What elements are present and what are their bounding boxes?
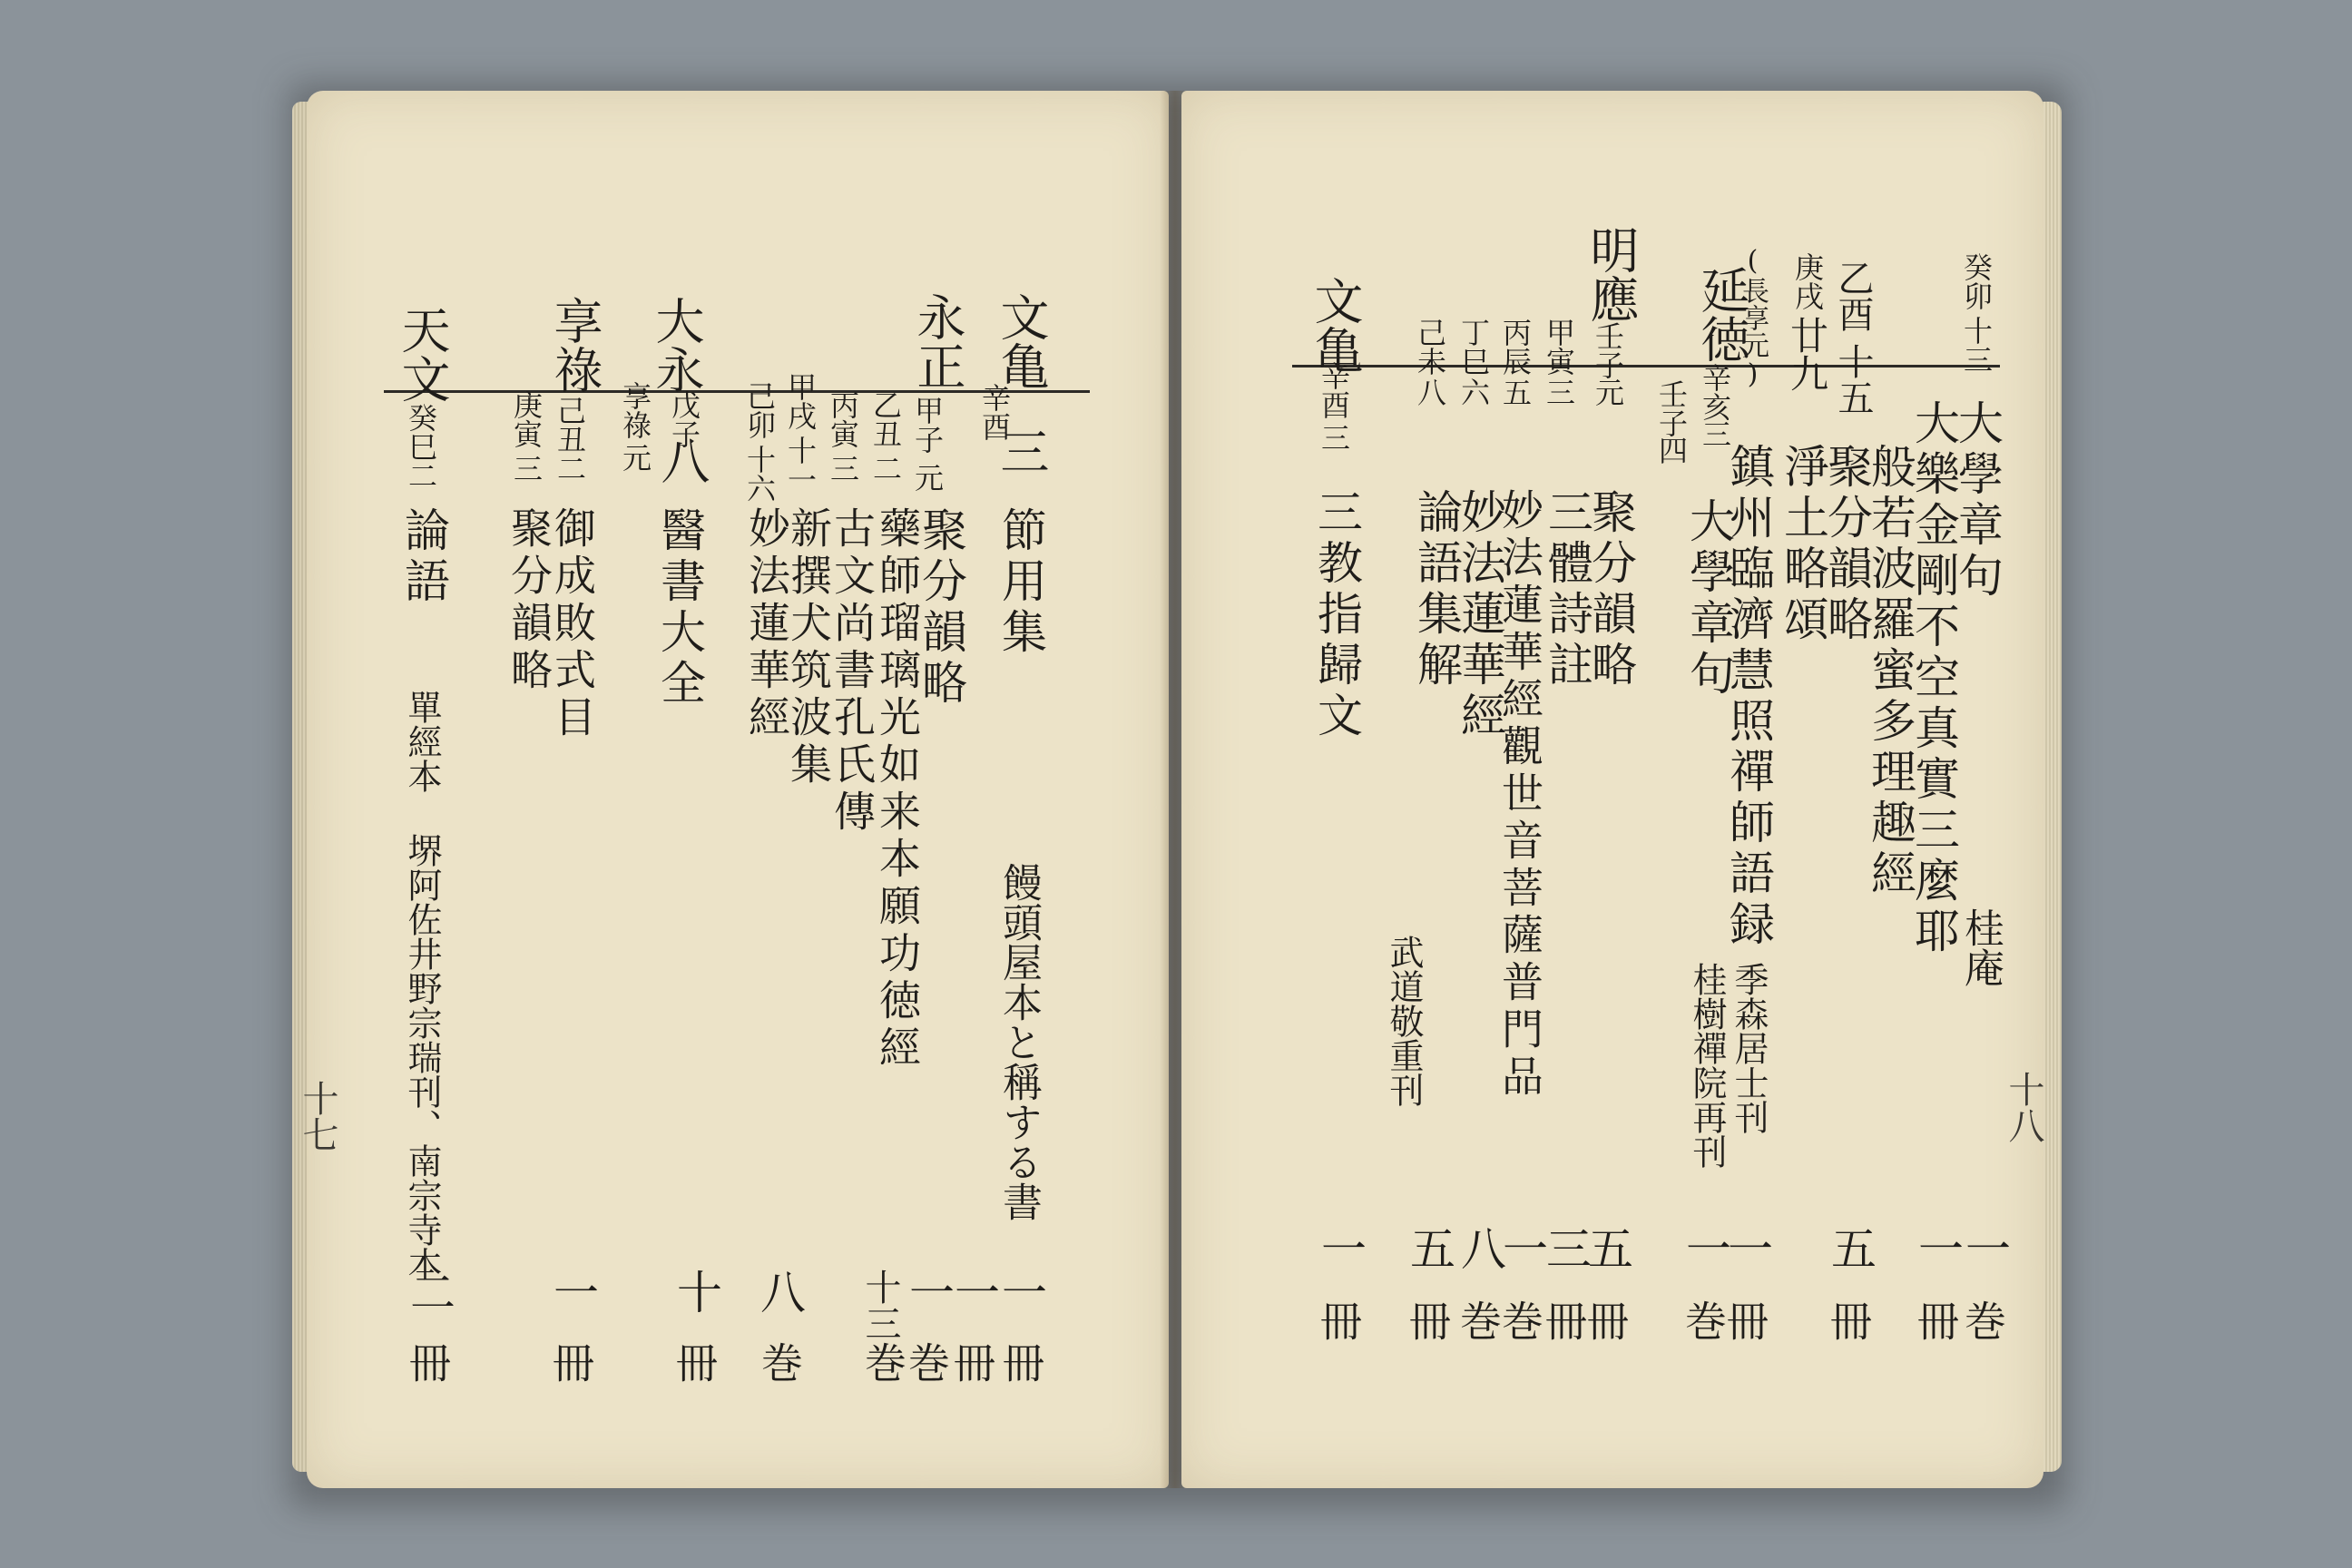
era-date: 壬子 — [1591, 321, 1625, 379]
volume-unit: 巻 — [858, 1341, 907, 1383]
era-year: 六 — [1456, 377, 1491, 407]
era-year: 五 — [1498, 377, 1533, 407]
volume-unit: 冊 — [1581, 1299, 1630, 1341]
era-name: 明應 — [1583, 225, 1640, 323]
volume-count: 十 — [670, 1269, 722, 1314]
era-date: 丙寅 — [826, 390, 860, 448]
volume-count: 一 — [1720, 1225, 1773, 1270]
volume-count: 五 — [1403, 1225, 1455, 1270]
book-title: 大學章句 — [1951, 399, 2004, 603]
era-year: 三 — [993, 426, 1050, 475]
era-date: 甲寅 — [1542, 318, 1576, 376]
era-year: 廿九 — [1785, 316, 1829, 392]
volume-count: 二 — [403, 1269, 456, 1314]
page-number: 十七 — [297, 1080, 338, 1152]
book-title: 論語 — [397, 506, 450, 608]
era-date: 乙丑 — [868, 390, 903, 448]
volume-count: 一 — [1679, 1225, 1731, 1270]
era-date: 乙酉 — [1832, 260, 1874, 332]
era-date: 己未 — [1413, 318, 1447, 376]
book-title: 新撰犬筑波集 — [784, 506, 833, 789]
era-name: 享祿 — [546, 296, 603, 394]
volume-unit: 巻 — [1679, 1299, 1728, 1341]
volume-unit: 巻 — [1958, 1299, 2007, 1341]
volume-unit: 冊 — [1314, 1299, 1363, 1341]
book-title: 般若波羅蜜多理趣經 — [1864, 443, 1916, 900]
era-date: 辛亥 — [1698, 363, 1732, 421]
era-year: 十六 — [742, 445, 777, 503]
book-title: 節用集 — [995, 506, 1047, 659]
book-title: 妙法蓮華經觀世音菩薩普門品 — [1495, 488, 1544, 1102]
era-date: 己卯 — [742, 381, 777, 439]
volume-count: 一 — [1314, 1225, 1367, 1270]
volume-count: 十三 — [859, 1269, 901, 1341]
volume-unit: 巻 — [1454, 1299, 1503, 1341]
era-date: 辛酉 — [977, 383, 1012, 441]
volume-unit: 巻 — [1495, 1299, 1544, 1341]
publisher-note: 季森居士刊 — [1729, 962, 1769, 1134]
era-year: 八 — [1413, 377, 1447, 407]
book-title: 三教指歸文 — [1310, 488, 1363, 742]
volume-unit: 冊 — [947, 1341, 996, 1383]
book-title: 聚分韻略 — [1584, 488, 1637, 691]
volume-count: 三 — [1539, 1225, 1592, 1270]
era-date: 癸卯 — [1959, 252, 1994, 310]
volume-count: 五 — [1581, 1225, 1633, 1270]
book-title: 大樂金剛不空真實三麼耶 — [1907, 399, 1960, 958]
era-date: 己丑 — [553, 396, 587, 454]
era-year: 十五 — [1832, 343, 1874, 416]
era-name: 文亀 — [1307, 276, 1364, 374]
volume-count: 一 — [1958, 1225, 2011, 1270]
era-date: 壬子 — [1654, 379, 1689, 437]
publisher-note: 單經本 堺阿佐井野宗瑞刊、南宗寺本 — [402, 690, 442, 1281]
era-year: 三 — [509, 454, 544, 483]
volume-count: 一 — [995, 1269, 1047, 1314]
publisher-note: 桂庵 — [1957, 907, 2004, 987]
era-year: 十一 — [783, 436, 818, 494]
era-year: 十三 — [1959, 316, 1994, 374]
book-title: 妙法蓮華經 — [1454, 488, 1506, 742]
publisher-note: 武道敬重刊 — [1384, 935, 1424, 1107]
volume-unit: 冊 — [1911, 1299, 1960, 1341]
volume-count: 一 — [1911, 1225, 1964, 1270]
era-name: 天文 — [394, 305, 451, 403]
volume-unit: 冊 — [996, 1341, 1045, 1383]
era-date: 享祿 — [618, 381, 652, 439]
era-date: 戊子 — [667, 390, 701, 448]
era-name: 文亀 — [993, 292, 1050, 390]
right-page — [1181, 91, 2043, 1488]
era-date: 甲子 — [910, 396, 945, 454]
era-year: 元 — [910, 463, 945, 492]
volume-unit: 冊 — [546, 1341, 595, 1383]
book-title: 論語集解 — [1410, 488, 1463, 691]
book-title: 聚分韻略 — [1820, 443, 1873, 646]
book-title: 藥師瑠璃光如来本願功徳經 — [873, 506, 922, 1073]
volume-unit: 冊 — [1720, 1299, 1769, 1341]
volume-count: 五 — [1824, 1225, 1877, 1270]
era-year: 四 — [1654, 436, 1689, 465]
era-date: 甲戌 — [783, 372, 818, 430]
publisher-note: 桂樹禪院再刊 — [1687, 962, 1727, 1169]
volume-count: 八 — [753, 1269, 806, 1314]
publisher-note: 饅頭屋本と稱する書 — [995, 862, 1042, 1221]
era-date: 庚寅 — [509, 390, 544, 448]
era-name: 永正 — [909, 292, 966, 390]
left-page — [297, 91, 1169, 1488]
era-year: 八 — [653, 436, 710, 485]
era-name: 延徳 — [1693, 265, 1750, 363]
book-title: 御成敗式目 — [548, 506, 597, 742]
volume-count: 一 — [902, 1269, 955, 1314]
volume-unit: 冊 — [403, 1341, 452, 1383]
era-date: 丙辰 — [1498, 318, 1533, 376]
era-date: 癸巳 — [404, 403, 438, 461]
header-rule — [1292, 365, 2000, 368]
era-note: (長享元) — [1737, 245, 1769, 390]
volume-unit: 巻 — [902, 1341, 951, 1383]
era-year: 二 — [868, 454, 903, 483]
book-title: 淨土略頌 — [1777, 443, 1829, 646]
volume-unit: 冊 — [1824, 1299, 1873, 1341]
era-year: 三 — [826, 454, 860, 483]
book-title: 聚分韻略 — [505, 506, 554, 695]
book-title: 古文尚書孔氏傳 — [828, 506, 877, 837]
era-year: 三 — [1317, 423, 1351, 452]
era-date: 辛酉 — [1317, 361, 1351, 419]
book-title: 聚分韻略 — [915, 506, 967, 710]
book-title: 三體詩註 — [1541, 488, 1593, 691]
volume-count: 一 — [546, 1269, 599, 1314]
book-title: 醫書大全 — [653, 506, 706, 710]
volume-count: 一 — [1495, 1225, 1548, 1270]
era-year: 二 — [404, 461, 438, 490]
era-year: 元 — [1591, 377, 1625, 407]
volume-unit: 冊 — [670, 1341, 719, 1383]
volume-unit: 冊 — [1539, 1299, 1588, 1341]
era-date: 丁巳 — [1456, 318, 1491, 376]
era-name: 大永 — [648, 296, 705, 394]
book-title: 大學章句 — [1682, 497, 1735, 701]
era-year: 三 — [1542, 377, 1576, 407]
volume-count: 一 — [947, 1269, 1000, 1314]
volume-unit: 冊 — [1403, 1299, 1452, 1341]
era-date: 庚戌 — [1790, 252, 1825, 310]
era-year: 二 — [553, 454, 587, 483]
era-year: 元 — [618, 443, 652, 472]
page-number: 十八 — [2003, 1071, 2044, 1143]
era-year: 三 — [1698, 419, 1732, 448]
volume-unit: 巻 — [755, 1341, 804, 1383]
volume-count: 八 — [1454, 1225, 1506, 1270]
book-title: 妙法蓮華經 — [742, 506, 791, 742]
book-title: 鎮州臨濟慧照禪師語録 — [1722, 443, 1775, 951]
